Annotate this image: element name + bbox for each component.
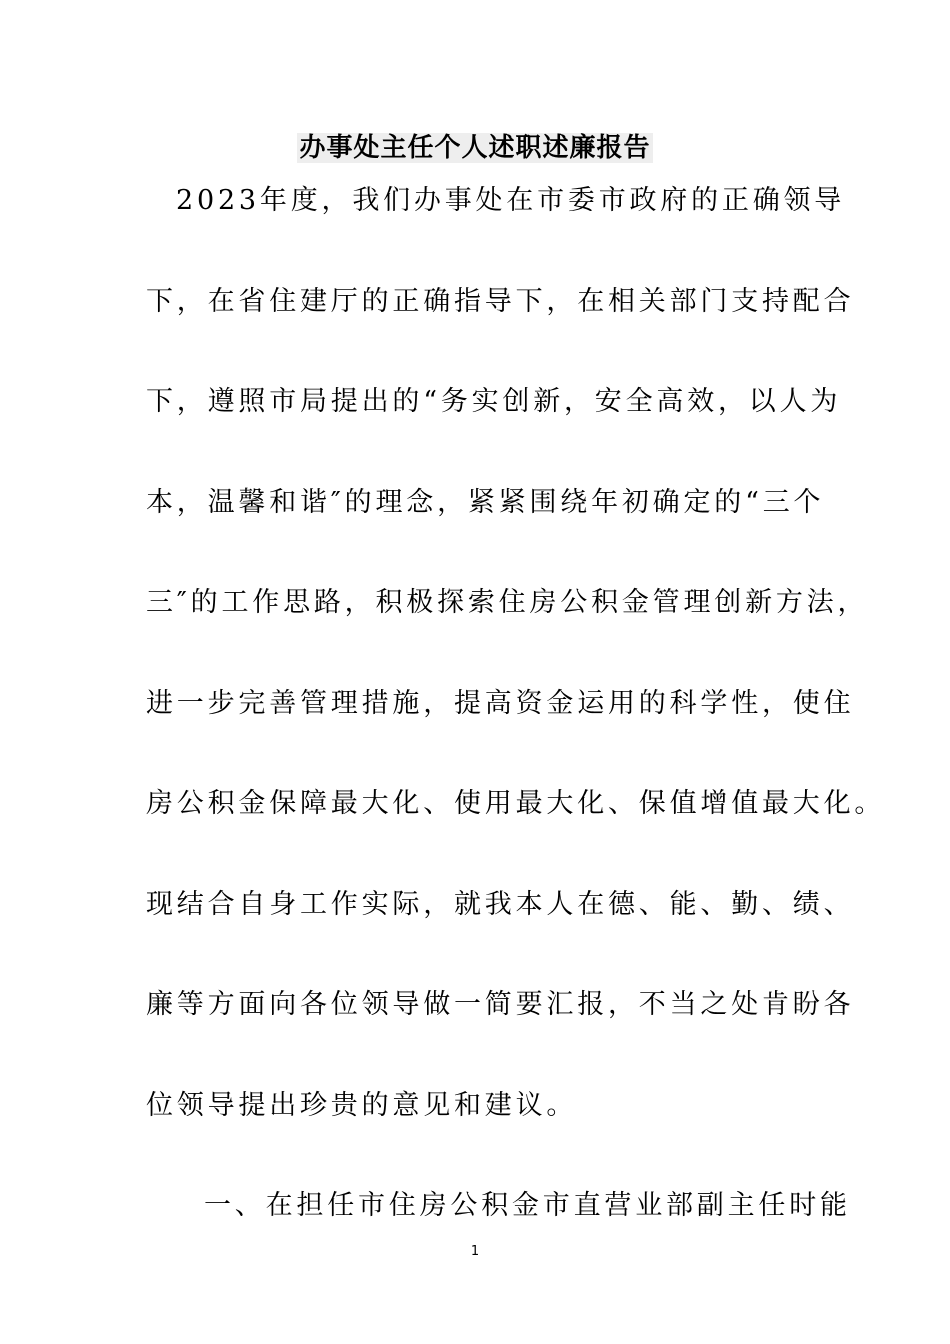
- paragraph-line: 下，遵照市局提出的“务实创新，安全高效，以人为: [146, 386, 842, 417]
- paragraph-line: 进一步完善管理措施，提高资金运用的科学性，使住: [146, 687, 855, 719]
- paragraph-line: 本，温馨和谐″的理念，紧紧围绕年初确定的“三个: [146, 486, 825, 518]
- document-body: [146, 175, 886, 1281]
- document-title: [0, 128, 950, 168]
- page-number: 1: [470, 1244, 480, 1259]
- paragraph-line: 三″的工作思路，积极探索住房公积金管理创新方法，: [146, 587, 869, 618]
- paragraph-line: 廉等方面向各位领导做一简要汇报，不当之处肯盼各: [146, 989, 855, 1020]
- document-title-text: 办事处主任个人述职述廉报告: [299, 133, 651, 163]
- section-heading-line: 一、在担任市住房公积金市直营业部副主任时能: [204, 1190, 851, 1221]
- paragraph-line: 位领导提出珍贵的意见和建议。: [146, 1089, 578, 1121]
- paragraph-line: 现结合自身工作实际，就我本人在德、能、勤、绩、: [146, 888, 855, 920]
- paragraph-line: 下，在省住建厅的正确指导下，在相关部门支持配合: [146, 285, 855, 317]
- paragraph-line: 房公积金保障最大化、使用最大化、保值增值最大化。: [146, 788, 886, 819]
- paragraph-line: 2023年度，我们办事处在市委市政府的正确领导: [176, 185, 846, 216]
